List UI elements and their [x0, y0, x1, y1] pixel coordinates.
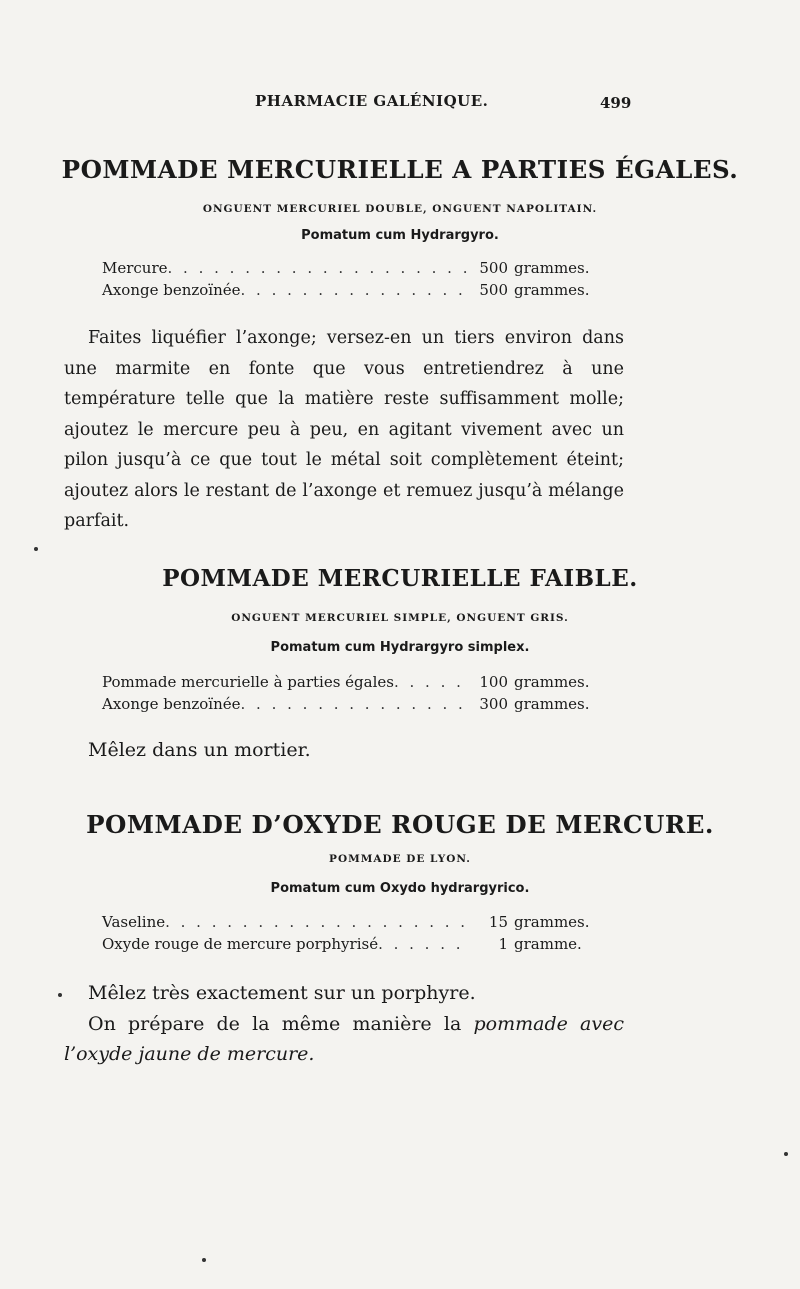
- ingredient-list: [102, 913, 592, 957]
- ingredient-unit: grammes.: [514, 281, 590, 299]
- latin-name: Pomatum cum Oxydo hydrargyrico.: [270, 881, 530, 896]
- latin-name: Pomatum cum Hydrargyro.: [301, 228, 499, 243]
- ingredient-amount: 1: [498, 935, 508, 953]
- print-speck: [784, 1152, 788, 1156]
- ingredient-row: [102, 259, 592, 281]
- ingredient-row: [102, 281, 592, 303]
- leader-dots: [241, 695, 468, 713]
- ingredient-row: [102, 913, 592, 935]
- ingredient-row: [102, 935, 592, 957]
- instructions-paragraph: [64, 978, 624, 1070]
- ingredient-name: Mercure: [102, 259, 168, 277]
- leader-dots: [241, 281, 468, 299]
- latin-name-block: [0, 640, 800, 655]
- leader-dots: [394, 673, 468, 691]
- ingredient-amount: 500: [479, 281, 508, 299]
- ingredient-name: Oxyde rouge de mercure porphyrisé: [102, 935, 379, 953]
- page-number: 499: [600, 94, 632, 112]
- ingredient-quantity: [468, 673, 592, 691]
- ingredient-quantity: [468, 695, 592, 713]
- section-subtitle-block: [0, 612, 800, 624]
- print-speck: [202, 1258, 206, 1262]
- ingredient-amount: 500: [479, 259, 508, 277]
- section-title-block: [0, 810, 800, 839]
- ingredient-name: Pommade mercurielle à parties égales: [102, 673, 394, 691]
- ingredient-list: [102, 259, 592, 303]
- ingredient-amount: 100: [479, 673, 508, 691]
- ingredient-name: Axonge benzoïnée: [102, 695, 241, 713]
- section-title-block: [0, 155, 800, 184]
- section-title: POMMADE MERCURIELLE FAIBLE.: [162, 565, 638, 592]
- instructions-text: Mêlez très exactement sur un porphyre.: [88, 982, 476, 1004]
- ingredient-row: [102, 695, 592, 717]
- ingredient-unit: grammes.: [514, 673, 590, 691]
- note-paragraph: [64, 1009, 624, 1070]
- ingredient-amount: 300: [479, 695, 508, 713]
- ingredient-quantity: [468, 935, 592, 953]
- ingredient-unit: gramme.: [514, 935, 582, 953]
- running-title: PHARMACIE GALÉNIQUE.: [255, 92, 489, 110]
- leader-dots: [168, 259, 468, 277]
- leader-dots: [165, 913, 468, 931]
- note-text: On prépare de la même manière la: [88, 1012, 462, 1035]
- latin-name-block: [0, 881, 800, 896]
- section-subtitle: ONGUENT MERCURIEL DOUBLE, ONGUENT NAPOLITAIN.: [202, 203, 598, 215]
- ingredient-amount: 15: [488, 913, 508, 931]
- ingredient-quantity: [468, 259, 592, 277]
- print-speck: [34, 547, 38, 551]
- instructions-text: Mêlez dans un mortier.: [88, 739, 311, 761]
- section-subtitle-block: [0, 853, 800, 865]
- note-italic-text: pommade avec l’oxyde jaune de mercure.: [64, 1012, 624, 1065]
- section-title: POMMADE MERCURIELLE A PARTIES ÉGALES.: [61, 155, 739, 184]
- ingredient-quantity: [468, 281, 592, 299]
- section-title: POMMADE D’OXYDE ROUGE DE MERCURE.: [86, 810, 714, 839]
- section-title-block: [0, 565, 800, 592]
- section-subtitle: POMMADE DE LYON.: [329, 853, 471, 865]
- latin-name-block: [0, 228, 800, 243]
- ingredient-name: Vaseline: [102, 913, 166, 931]
- instructions-paragraph: [64, 323, 624, 537]
- instructions-text: Faites liquéfier l’axonge; versez-en un tiers environ dans une marmite en fonte que vous entretiendrez à une température telle que la matière reste suffisamment molle; ajoutez le mercure peu à peu, en agitant vivement avec un pilon jusqu’à ce que tout le métal soit complètement éteint; ajoutez alors le restant de l’axonge et remuez jusqu’à mélange parfait.: [64, 328, 624, 531]
- section-subtitle: ONGUENT MERCURIEL SIMPLE, ONGUENT GRIS.: [231, 612, 569, 624]
- ingredient-list: [102, 673, 592, 717]
- ingredient-unit: grammes.: [514, 913, 590, 931]
- ingredient-unit: grammes.: [514, 259, 590, 277]
- print-speck: [58, 993, 62, 997]
- latin-name: Pomatum cum Hydrargyro simplex.: [270, 640, 530, 655]
- ingredient-unit: grammes.: [514, 695, 590, 713]
- leader-dots: [378, 935, 468, 953]
- instructions-paragraph: [64, 735, 624, 766]
- ingredient-row: [102, 673, 592, 695]
- ingredient-name: Axonge benzoïnée: [102, 281, 241, 299]
- section-subtitle-block: [0, 203, 800, 215]
- ingredient-quantity: [468, 913, 592, 931]
